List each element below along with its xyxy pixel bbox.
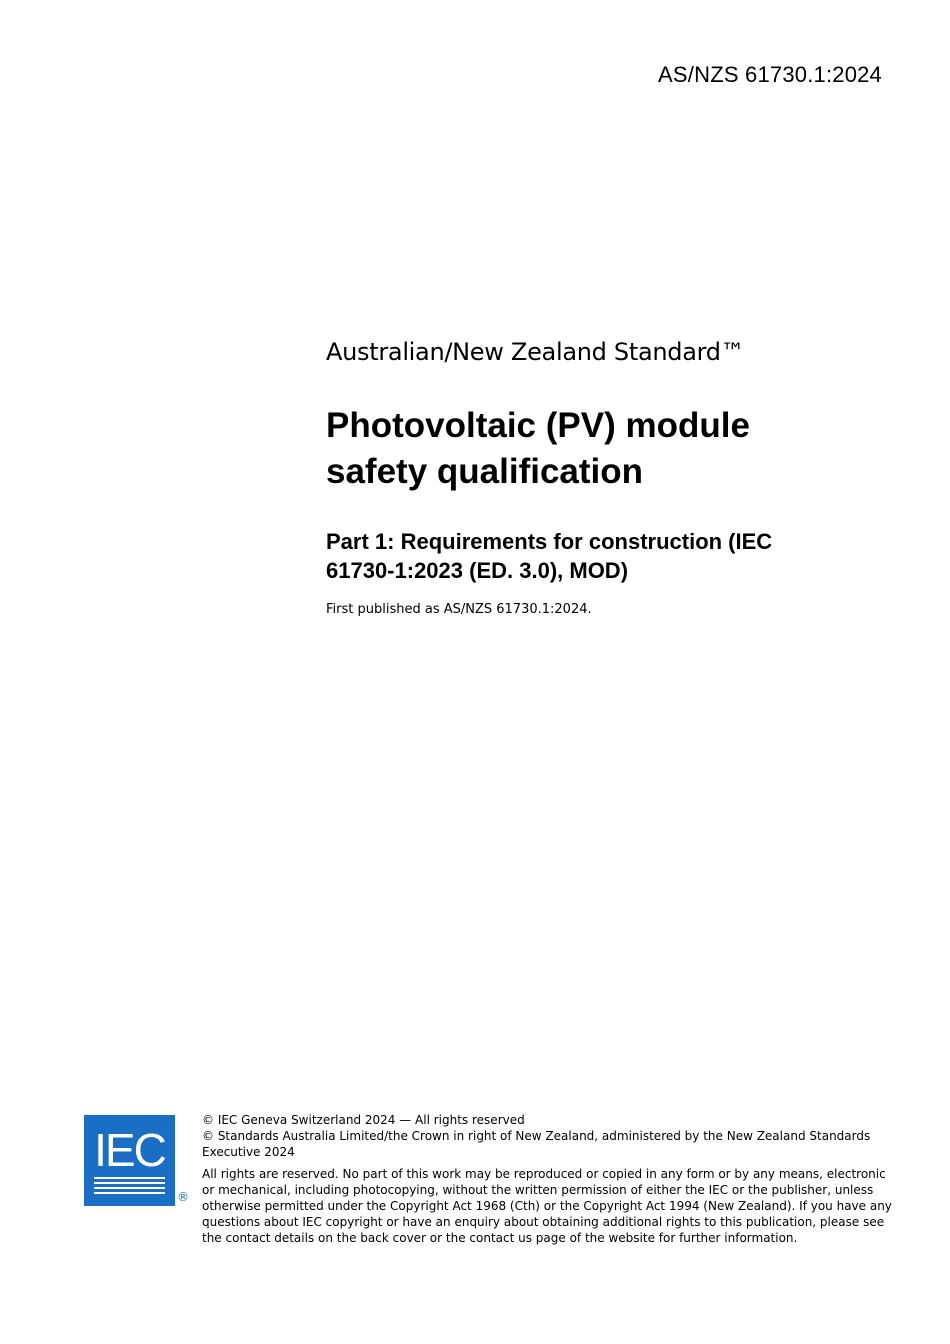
cover-title-block — [326, 338, 886, 617]
iec-logo-text: IEC — [94, 1124, 165, 1176]
logo-stripe — [94, 1182, 165, 1184]
document-subtitle — [326, 527, 886, 585]
standard-type-label: Australian/New Zealand Standard™ — [326, 338, 745, 366]
title-line-2: safety qualification — [326, 452, 644, 491]
first-published-note: First published as AS/NZS 61730.1:2024. — [326, 602, 592, 617]
copyright-iec: © IEC Geneva Switzerland 2024 — All rights reserved — [202, 1113, 525, 1127]
document-number: AS/NZS 61730.1:2024 — [658, 62, 882, 87]
registered-mark: ® — [177, 1190, 189, 1204]
logo-stripe — [94, 1187, 165, 1189]
copyright-standards-australia: © Standards Australia Limited/the Crown in right of New Zealand, administered by the New Zealand Standards Executive 2024 — [202, 1129, 871, 1159]
subtitle-line-2: 61730-1:2023 (ED. 3.0), MOD) — [326, 558, 629, 583]
document-title — [326, 403, 886, 495]
logo-stripe — [94, 1192, 165, 1194]
logo-stripe — [94, 1177, 165, 1179]
title-line-1: Photovoltaic (PV) module — [326, 406, 750, 445]
copyright-notice — [202, 1112, 892, 1246]
rights-statement: All rights are reserved. No part of this work may be reproduced or copied in any form or by any means, electronic or mechanical, including photocopying, without the written permission of either the IEC or the publisher, unless otherwise permitted under the Copyright Act 1968 (Cth) or the Copyright Act 1994 (New Zealand). If you have any questions about IEC copyright or have an enquiry about obtaining additional rights to this publication, please see the contact details on the back cover or the contact us page of the website for further information. — [202, 1167, 892, 1245]
iec-logo — [84, 1115, 175, 1206]
subtitle-line-1: Part 1: Requirements for construction (IEC — [326, 529, 773, 554]
